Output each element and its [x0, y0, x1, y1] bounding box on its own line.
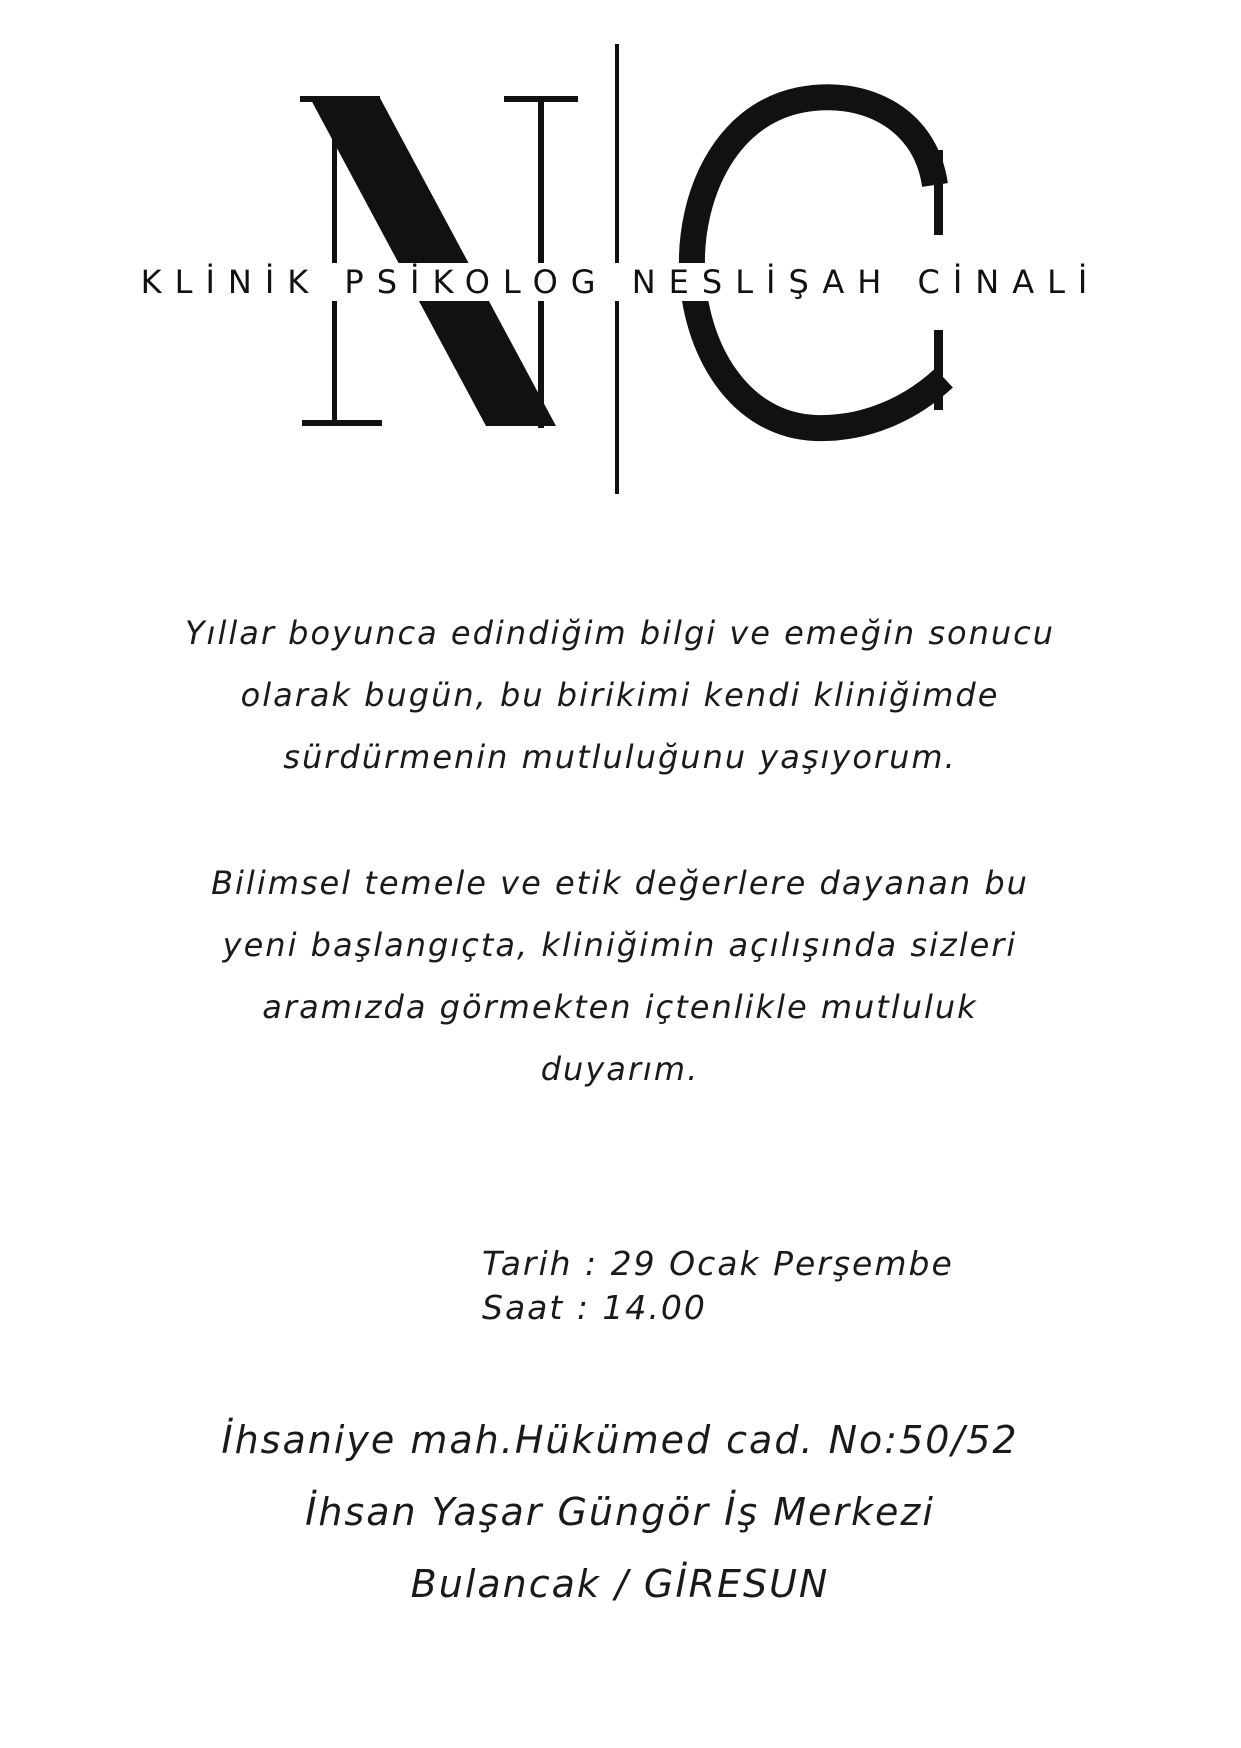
address-line: İhsan Yaşar Güngör İş Merkezi — [305, 1490, 935, 1534]
paragraph-line: sürdürmenin mutluluğunu yaşıyorum. — [283, 738, 957, 776]
paragraph-line: yeni başlangıçta, kliniğimin açılışında sizleri — [222, 926, 1018, 964]
paragraph-line: olarak bugün, bu birikimi kendi kliniğimde — [240, 676, 1000, 714]
invitation-paragraph — [150, 852, 1090, 1100]
address-line: Bulancak / GİRESUN — [410, 1562, 830, 1606]
nc-monogram — [0, 0, 1241, 520]
address-block — [150, 1404, 1090, 1620]
clinic-title: KLİNİK PSİKOLOG NESLİŞAH CİNALİ — [0, 262, 1241, 302]
paragraph-line: Bilimsel temele ve etik değerlere dayanan bu — [211, 864, 1029, 902]
paragraph-line: duyarım. — [540, 1050, 700, 1088]
event-details — [482, 1242, 954, 1330]
intro-paragraph — [150, 602, 1090, 788]
address-line: İhsaniye mah.Hükümed cad. No:50/52 — [221, 1418, 1019, 1462]
paragraph-line: aramızda görmekten içtenlikle mutluluk — [262, 988, 978, 1026]
event-time: Saat : 14.00 — [482, 1288, 707, 1327]
event-date: Tarih : 29 Ocak Perşembe — [482, 1244, 954, 1283]
paragraph-line: Yıllar boyunca edindiğim bilgi ve emeğin sonucu — [185, 614, 1055, 652]
logo — [0, 0, 1241, 520]
